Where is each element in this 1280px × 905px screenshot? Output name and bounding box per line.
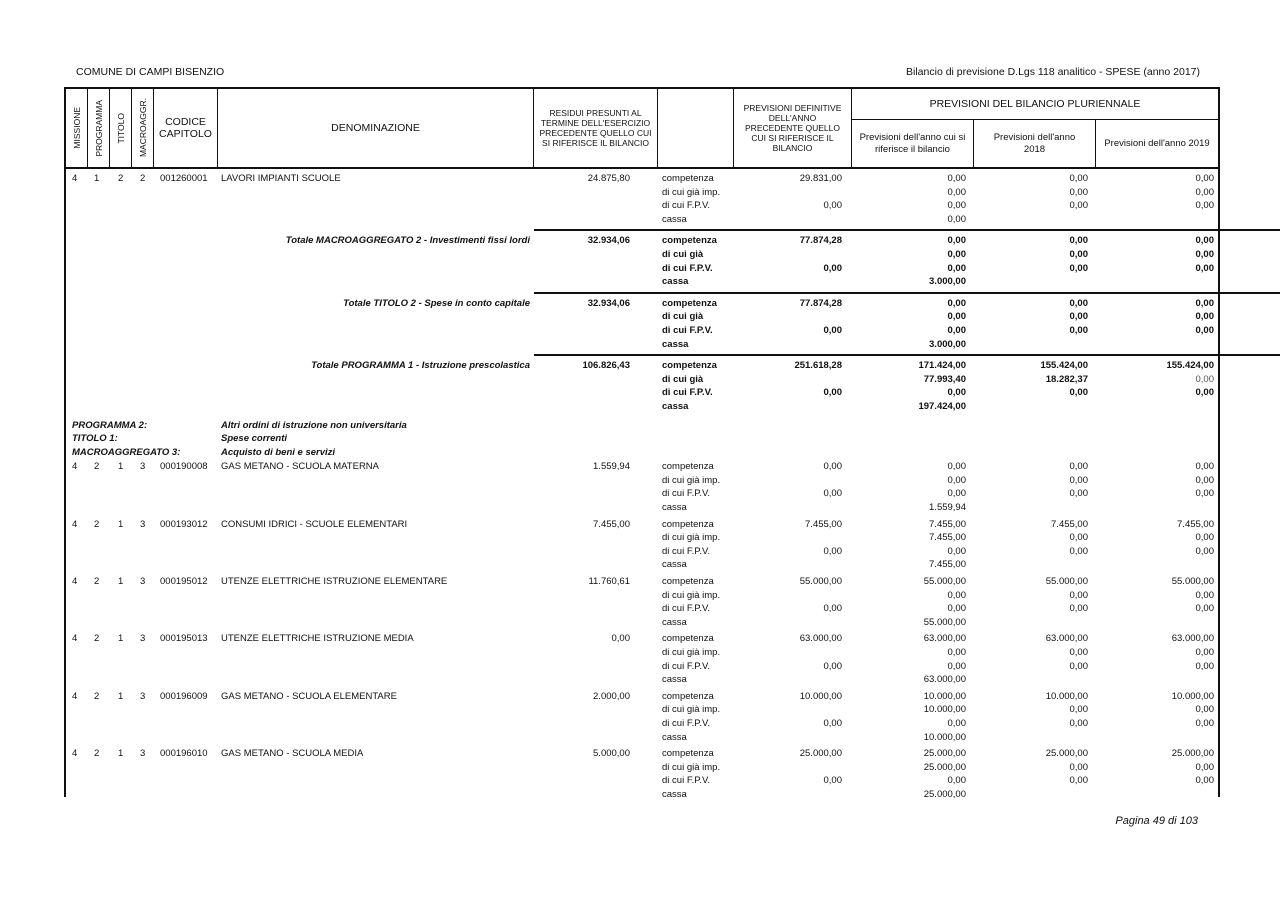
- residui: 1.559,94: [593, 461, 630, 473]
- line-label: cassa: [662, 400, 689, 412]
- value-previsioni-def: 0,00: [823, 660, 842, 672]
- section-value: Acquisto di beni e servizi: [221, 446, 336, 458]
- programma: 2: [94, 690, 100, 702]
- value-line: [66, 632, 1218, 646]
- value-previsioni-def: 0,00: [823, 603, 842, 615]
- line-label: di cui F.P.V.: [662, 488, 711, 500]
- line-label: di cui F.P.V.: [662, 262, 713, 274]
- value-anno-2018: 18.282,37: [1045, 373, 1088, 385]
- value-cassa: 10.000,00: [923, 731, 966, 743]
- line-label: di cui già imp.: [662, 704, 721, 716]
- value-cassa: 3.000,00: [929, 338, 966, 350]
- value-previsioni-def: 63.000,00: [799, 633, 842, 645]
- value-anno-2019: 155.424,00: [1166, 360, 1214, 372]
- value-line: [66, 660, 1218, 674]
- line-label: di cui già: [662, 248, 704, 260]
- line-label: cassa: [662, 276, 689, 288]
- titolo: 1: [118, 690, 124, 702]
- value-anno-2018: 0,00: [1069, 387, 1088, 399]
- line-label: di cui F.P.V.: [662, 660, 711, 672]
- value-line: [66, 386, 1218, 400]
- value-anno-cur: 0,00: [947, 717, 966, 729]
- value-cassa: 25.000,00: [923, 788, 966, 800]
- value-anno-2018: 0,00: [1069, 297, 1088, 309]
- value-line: [66, 359, 1218, 373]
- section-key: PROGRAMMA 2:: [72, 419, 148, 431]
- denominazione: CONSUMI IDRICI - SCUOLE ELEMENTARI: [221, 518, 408, 530]
- value-line: [66, 324, 1218, 338]
- value-previsioni-def: 0,00: [823, 545, 842, 557]
- table-row: [66, 747, 1218, 801]
- codice-capitolo: 000196010: [160, 748, 208, 760]
- line-label: competenza: [662, 748, 714, 760]
- value-previsioni-def: 0,00: [823, 775, 842, 787]
- value-line: [66, 602, 1218, 616]
- value-anno-cur: 0,00: [947, 186, 966, 198]
- value-anno-2019: 55.000,00: [1171, 576, 1214, 588]
- section-value: Altri ordini di istruzione non universitaria: [221, 419, 407, 431]
- line-label: di cui F.P.V.: [662, 324, 713, 336]
- value-anno-2019: 0,00: [1195, 761, 1214, 773]
- value-anno-2019: 0,00: [1195, 474, 1214, 486]
- line-label: di cui già imp.: [662, 186, 721, 198]
- table-header: [66, 89, 1218, 169]
- value-line: [66, 310, 1218, 324]
- line-label: competenza: [662, 633, 714, 645]
- section-line: [66, 420, 1218, 434]
- value-anno-cur: 0,00: [947, 235, 966, 247]
- value-anno-2019: 0,00: [1195, 589, 1214, 601]
- value-anno-cur: 10.000,00: [923, 690, 966, 702]
- line-label: di cui già imp.: [662, 647, 721, 658]
- line-label: competenza: [662, 518, 714, 530]
- col-previsioni-def: PREVISIONI DEFINITIVE DELL'ANNO PRECEDENTE QUELLO CUI SI RIFERISCE IL BILANCIO: [734, 89, 852, 167]
- value-anno-2018: 0,00: [1069, 704, 1088, 716]
- line-label: di cui F.P.V.: [662, 387, 713, 399]
- value-anno-2018: 0,00: [1069, 200, 1088, 212]
- missione: 4: [72, 633, 78, 645]
- value-previsioni-def: 0,00: [823, 488, 842, 500]
- residui: 0,00: [611, 633, 630, 645]
- programma: 1: [94, 173, 100, 184]
- value-anno-cur: 0,00: [947, 262, 966, 274]
- denominazione: GAS METANO - SCUOLA ELEMENTARE: [221, 690, 397, 702]
- value-previsioni-def: 77.874,28: [799, 297, 842, 309]
- value-previsioni-def: 0,00: [823, 324, 842, 336]
- value-anno-cur: 0,00: [947, 660, 966, 672]
- value-anno-2019: 0,00: [1195, 717, 1214, 729]
- value-line: [66, 747, 1218, 761]
- section-line: [66, 447, 1218, 461]
- table-row: [66, 575, 1218, 629]
- section-value: Spese correnti: [221, 433, 287, 445]
- col-residui: RESIDUI PRESUNTI AL TERMINE DELL'ESERCIZIO PRECEDENTE QUELLO CUI SI RIFERISCE IL BILANCIO: [534, 89, 658, 167]
- macroaggregato: 3: [140, 690, 146, 702]
- line-label: competenza: [662, 173, 714, 184]
- value-line: [66, 172, 1218, 186]
- total-residui: 106.826,43: [582, 360, 630, 372]
- value-line: [66, 501, 1218, 515]
- line-label: di cui già imp.: [662, 589, 721, 601]
- value-previsioni-def: 0,00: [823, 461, 842, 473]
- table-row: [66, 460, 1218, 514]
- value-anno-2018: 0,00: [1069, 461, 1088, 473]
- value-anno-cur: 0,00: [947, 324, 966, 336]
- residui: 7.455,00: [593, 518, 630, 530]
- value-anno-cur: 0,00: [947, 173, 966, 184]
- codice-capitolo: 000195013: [160, 633, 208, 645]
- denominazione: GAS METANO - SCUOLA MATERNA: [221, 461, 380, 473]
- col-titolo: TITOLO: [110, 89, 132, 167]
- value-line: [66, 531, 1218, 545]
- value-cassa: 1.559,94: [929, 502, 966, 514]
- value-line: [66, 589, 1218, 603]
- value-anno-cur: 0,00: [947, 488, 966, 500]
- value-line: [66, 646, 1218, 660]
- value-line: [66, 717, 1218, 731]
- value-anno-cur: 0,00: [947, 387, 966, 399]
- col-macroaggr: MACROAGGR.: [132, 89, 154, 167]
- programma: 2: [94, 461, 100, 473]
- value-anno-cur: 55.000,00: [923, 576, 966, 588]
- codice-capitolo: 000190008: [160, 461, 208, 473]
- value-line: [66, 199, 1218, 213]
- value-anno-cur: 0,00: [947, 775, 966, 787]
- value-anno-2018: 0,00: [1069, 324, 1088, 336]
- macroaggregato: 3: [140, 461, 146, 473]
- value-anno-2018: 0,00: [1069, 262, 1088, 274]
- value-anno-2019: 0,00: [1195, 660, 1214, 672]
- report-title: Bilancio di previsione D.Lgs 118 analitico - SPESE (anno 2017): [906, 66, 1200, 78]
- value-line: [66, 575, 1218, 589]
- denominazione: GAS METANO - SCUOLA MEDIA: [221, 748, 364, 760]
- value-anno-2019: 0,00: [1195, 603, 1214, 615]
- value-anno-2018: 10.000,00: [1045, 690, 1088, 702]
- value-line: [66, 338, 1218, 352]
- missione: 4: [72, 576, 78, 588]
- macroaggregato: 2: [140, 173, 146, 184]
- value-anno-2018: 63.000,00: [1045, 633, 1088, 645]
- titolo: 1: [118, 461, 124, 473]
- value-anno-2019: 25.000,00: [1171, 748, 1214, 760]
- codice-capitolo: 000193012: [160, 518, 208, 530]
- table-row: [66, 690, 1218, 744]
- value-line: [66, 262, 1218, 276]
- section-key: MACROAGGREGATO 3:: [72, 446, 181, 458]
- value-previsioni-def: 55.000,00: [799, 576, 842, 588]
- value-anno-cur: 77.993,40: [923, 373, 966, 385]
- value-previsioni-def: 0,00: [823, 262, 842, 274]
- missione: 4: [72, 173, 78, 184]
- value-anno-2019: 0,00: [1195, 186, 1214, 198]
- line-label: cassa: [662, 731, 687, 743]
- value-anno-2018: 0,00: [1069, 248, 1088, 260]
- line-label: competenza: [662, 360, 717, 372]
- value-anno-2018: 0,00: [1069, 603, 1088, 615]
- value-cassa: 55.000,00: [923, 616, 966, 628]
- value-line: [66, 460, 1218, 474]
- value-anno-2019: 0,00: [1195, 704, 1214, 716]
- value-anno-2018: 0,00: [1069, 589, 1088, 601]
- total-title: Totale MACROAGGREGATO 2 - Investimenti fissi lordi: [285, 235, 530, 247]
- residui: 11.760,61: [588, 576, 630, 588]
- total-rule: [534, 229, 1280, 231]
- value-line: [66, 774, 1218, 788]
- line-label: competenza: [662, 461, 714, 473]
- value-anno-cur: 0,00: [947, 297, 966, 309]
- value-line: [66, 373, 1218, 387]
- value-anno-2018: 25.000,00: [1045, 748, 1088, 760]
- titolo: 1: [118, 633, 124, 645]
- value-anno-2018: 155.424,00: [1040, 360, 1088, 372]
- value-anno-2018: 0,00: [1069, 775, 1088, 787]
- value-anno-cur: 0,00: [947, 248, 966, 260]
- value-anno-2018: 0,00: [1069, 235, 1088, 247]
- value-previsioni-def: 29.831,00: [799, 173, 842, 184]
- line-label: cassa: [662, 338, 689, 350]
- value-line: [66, 186, 1218, 200]
- value-anno-2019: 0,00: [1195, 173, 1214, 184]
- total-row: [66, 234, 1218, 288]
- total-rule: [534, 354, 1280, 356]
- value-anno-cur: 63.000,00: [923, 633, 966, 645]
- col-programma: PROGRAMMA: [88, 89, 110, 167]
- value-line: [66, 731, 1218, 745]
- value-anno-2018: 0,00: [1069, 532, 1088, 544]
- value-cassa: 7.455,00: [929, 559, 966, 571]
- table-row: [66, 518, 1218, 572]
- value-previsioni-def: 25.000,00: [799, 748, 842, 760]
- value-cassa: 197.424,00: [918, 400, 966, 412]
- value-line: [66, 673, 1218, 687]
- residui: 24.875,80: [587, 173, 630, 184]
- value-anno-2018: 0,00: [1069, 717, 1088, 729]
- value-previsioni-def: 0,00: [823, 200, 842, 212]
- residui: 2.000,00: [593, 690, 630, 702]
- value-line: [66, 400, 1218, 414]
- denominazione: UTENZE ELETTRICHE ISTRUZIONE MEDIA: [221, 633, 414, 645]
- value-previsioni-def: 0,00: [823, 387, 842, 399]
- macroaggregato: 3: [140, 518, 146, 530]
- line-label: di cui già imp.: [662, 532, 721, 544]
- value-anno-cur: 0,00: [947, 603, 966, 615]
- line-label: competenza: [662, 576, 714, 588]
- col-anno-2018: Previsioni dell'anno 2018: [974, 120, 1096, 167]
- value-anno-2019: 0,00: [1195, 297, 1214, 309]
- macroaggregato: 3: [140, 576, 146, 588]
- line-label: di cui già imp.: [662, 474, 721, 486]
- value-anno-cur: 7.455,00: [929, 518, 966, 530]
- titolo: 1: [118, 576, 124, 588]
- col-anno-2019: Previsioni dell'anno 2019: [1104, 137, 1210, 149]
- residui: 5.000,00: [593, 748, 630, 760]
- line-label: di cui già: [662, 311, 704, 323]
- line-label: cassa: [662, 788, 687, 800]
- value-anno-cur: 25.000,00: [923, 748, 966, 760]
- value-line: [66, 558, 1218, 572]
- total-residui: 32.934,06: [587, 297, 630, 309]
- denominazione: UTENZE ELETTRICHE ISTRUZIONE ELEMENTARE: [221, 576, 448, 588]
- value-anno-2019: 0,00: [1195, 775, 1214, 787]
- value-anno-2019: 0,00: [1195, 324, 1214, 336]
- value-anno-2019: 0,00: [1195, 248, 1214, 260]
- missione: 4: [72, 518, 78, 530]
- total-title: Totale TITOLO 2 - Spese in conto capitale: [343, 297, 530, 309]
- codice-capitolo: 000195012: [160, 576, 208, 588]
- value-anno-2019: 0,00: [1195, 545, 1214, 557]
- value-cassa: 0,00: [947, 213, 966, 225]
- value-previsioni-def: 77.874,28: [799, 235, 842, 247]
- value-anno-cur: 7.455,00: [929, 532, 966, 544]
- value-line: [66, 474, 1218, 488]
- codice-capitolo: 000196009: [160, 690, 208, 702]
- programma: 2: [94, 748, 100, 760]
- missione: 4: [72, 690, 78, 702]
- value-line: [66, 297, 1218, 311]
- line-label: competenza: [662, 690, 714, 702]
- line-label: competenza: [662, 235, 717, 247]
- value-anno-cur: 10.000,00: [923, 704, 966, 716]
- line-label: di cui F.P.V.: [662, 717, 711, 729]
- value-anno-2018: 0,00: [1069, 173, 1088, 184]
- line-label: di cui F.P.V.: [662, 603, 711, 615]
- value-line: [66, 690, 1218, 704]
- value-anno-2019: 0,00: [1195, 200, 1214, 212]
- value-anno-2018: 0,00: [1069, 311, 1088, 323]
- value-anno-2018: 0,00: [1069, 488, 1088, 500]
- line-label: cassa: [662, 213, 687, 225]
- table-row: [66, 172, 1218, 226]
- total-residui: 32.934,06: [587, 235, 630, 247]
- value-anno-2019: 0,00: [1195, 373, 1214, 385]
- value-anno-2019: 0,00: [1195, 262, 1214, 274]
- value-anno-2018: 0,00: [1069, 647, 1088, 658]
- total-title: Totale PROGRAMMA 1 - Istruzione prescolastica: [311, 360, 530, 372]
- value-anno-2018: 7.455,00: [1051, 518, 1088, 530]
- value-anno-2019: 0,00: [1195, 647, 1214, 658]
- macroaggregato: 3: [140, 633, 146, 645]
- value-anno-2019: 0,00: [1195, 235, 1214, 247]
- value-previsioni-def: 0,00: [823, 717, 842, 729]
- value-anno-2018: 0,00: [1069, 186, 1088, 198]
- pluriennale-title: PREVISIONI DEL BILANCIO PLURIENNALE: [852, 89, 1218, 120]
- value-previsioni-def: 10.000,00: [799, 690, 842, 702]
- value-anno-cur: 0,00: [947, 461, 966, 473]
- total-rule: [534, 292, 1280, 294]
- value-previsioni-def: 251.618,28: [794, 360, 842, 372]
- value-line: [66, 213, 1218, 227]
- total-row: [66, 297, 1218, 351]
- macroaggregato: 3: [140, 748, 146, 760]
- value-anno-2019: 0,00: [1195, 387, 1214, 399]
- value-anno-cur: 0,00: [947, 545, 966, 557]
- value-line: [66, 703, 1218, 717]
- denominazione: LAVORI IMPIANTI SCUOLE: [221, 173, 341, 184]
- value-anno-2018: 0,00: [1069, 761, 1088, 773]
- value-anno-2019: 63.000,00: [1171, 633, 1214, 645]
- value-cassa: 63.000,00: [923, 674, 966, 686]
- value-anno-2019: 0,00: [1195, 461, 1214, 473]
- value-line: [66, 275, 1218, 289]
- value-anno-2018: 0,00: [1069, 545, 1088, 557]
- value-anno-2018: 0,00: [1069, 660, 1088, 672]
- line-label: cassa: [662, 616, 687, 628]
- line-label: di cui già imp.: [662, 761, 721, 773]
- value-line: [66, 545, 1218, 559]
- page-number: Pagina 49 di 103: [1115, 815, 1198, 827]
- value-previsioni-def: 7.455,00: [805, 518, 842, 530]
- col-anno-cur: Previsioni dell'anno cui si riferisce il bilancio: [852, 120, 974, 167]
- entity-name: COMUNE DI CAMPI BISENZIO: [76, 66, 225, 78]
- value-anno-2019: 0,00: [1195, 311, 1214, 323]
- col-denominazione: DENOMINAZIONE: [218, 89, 534, 167]
- budget-table: [64, 87, 1220, 800]
- line-label: di cui F.P.V.: [662, 200, 711, 212]
- col-codice: CODICE CAPITOLO: [154, 89, 218, 167]
- section-line: [66, 433, 1218, 447]
- col-pluriennale: [852, 89, 1218, 167]
- titolo: 1: [118, 518, 124, 530]
- value-line: [66, 234, 1218, 248]
- section-key: TITOLO 1:: [72, 433, 118, 445]
- col-missione: MISSIONE: [66, 89, 88, 167]
- value-line: [66, 487, 1218, 501]
- table-row: [66, 632, 1218, 686]
- line-label: di cui già: [662, 373, 704, 385]
- value-anno-2018: 55.000,00: [1045, 576, 1088, 588]
- line-label: di cui F.P.V.: [662, 775, 711, 787]
- line-label: cassa: [662, 559, 687, 571]
- table-body: [66, 169, 1218, 802]
- value-line: [66, 518, 1218, 532]
- value-line: [66, 761, 1218, 775]
- value-line: [66, 788, 1218, 802]
- value-anno-2019: 0,00: [1195, 532, 1214, 544]
- programma: 2: [94, 518, 100, 530]
- codice-capitolo: 001260001: [160, 173, 208, 184]
- value-anno-2018: 0,00: [1069, 474, 1088, 486]
- value-anno-2019: 0,00: [1195, 488, 1214, 500]
- value-anno-2019: 7.455,00: [1177, 518, 1214, 530]
- value-anno-cur: 171.424,00: [918, 360, 966, 372]
- value-cassa: 3.000,00: [929, 276, 966, 288]
- line-label: cassa: [662, 502, 687, 514]
- total-row: [66, 359, 1218, 413]
- line-label: di cui F.P.V.: [662, 545, 711, 557]
- missione: 4: [72, 748, 78, 760]
- value-anno-cur: 0,00: [947, 200, 966, 212]
- missione: 4: [72, 461, 78, 473]
- value-anno-2019: 10.000,00: [1171, 690, 1214, 702]
- titolo: 1: [118, 748, 124, 760]
- section-header: [66, 420, 1218, 461]
- value-anno-cur: 0,00: [947, 474, 966, 486]
- value-anno-cur: 0,00: [947, 311, 966, 323]
- value-anno-cur: 25.000,00: [923, 761, 966, 773]
- line-label: competenza: [662, 297, 717, 309]
- line-label: cassa: [662, 674, 687, 686]
- value-line: [66, 616, 1218, 630]
- programma: 2: [94, 633, 100, 645]
- value-anno-cur: 0,00: [947, 589, 966, 601]
- value-line: [66, 248, 1218, 262]
- programma: 2: [94, 576, 100, 588]
- value-anno-cur: 0,00: [947, 647, 966, 658]
- col-label: [658, 89, 734, 167]
- titolo: 2: [118, 173, 124, 184]
